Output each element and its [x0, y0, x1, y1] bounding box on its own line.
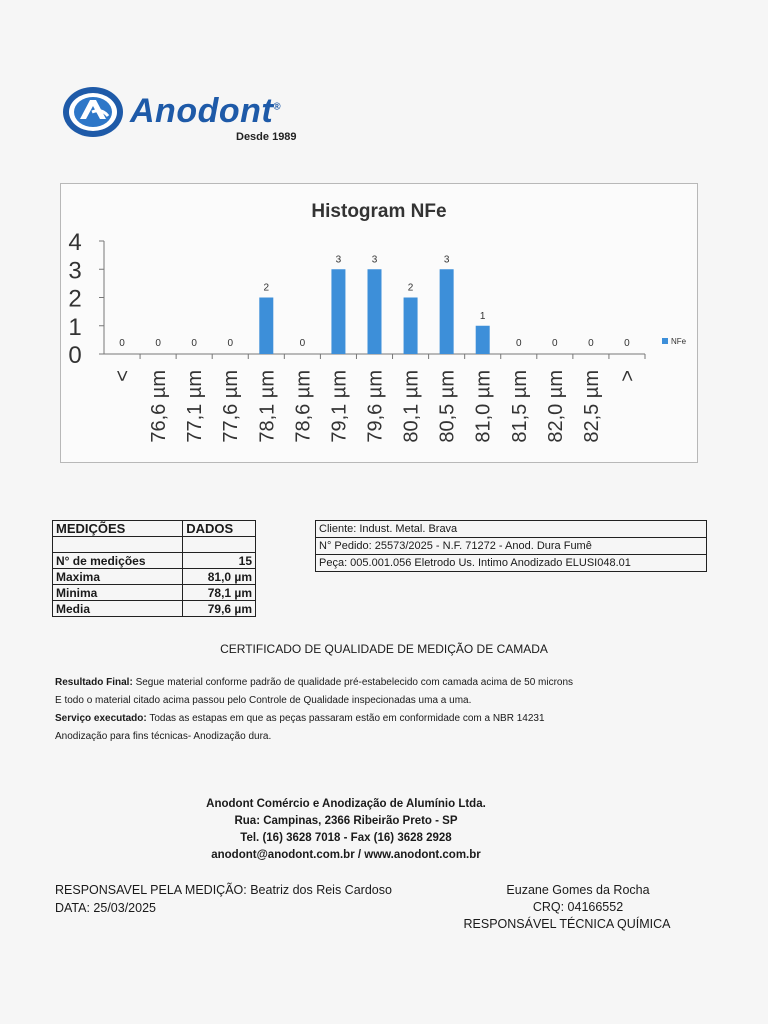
y-tick-label: 4 [68, 229, 82, 256]
y-tick-label: 2 [68, 285, 82, 313]
measurements-header-label: MEDIÇÕES [53, 521, 183, 537]
bar-data-label: 0 [155, 338, 161, 349]
y-tick-label: 3 [68, 257, 82, 285]
chemist-crq: CRQ: 04166552 [532, 900, 624, 914]
bar-data-label: 2 [263, 282, 270, 294]
service-label: Serviço executado: [55, 713, 147, 724]
measurement-label: Minima [53, 585, 183, 601]
x-category-label: < [112, 370, 135, 382]
client-info-table [315, 520, 707, 572]
company-logo-icon [62, 86, 124, 138]
measurement-value: 15 [183, 553, 256, 569]
order-number: N° Pedido: 25573/2025 - N.F. 71272 - Anod. Dura Fumê [316, 538, 707, 555]
x-category-label: 82,0 µm [544, 370, 567, 443]
table-row [53, 537, 256, 553]
anodization-line: Anodização para fins técnicas- Anodização dura. [55, 731, 272, 742]
result-text: Segue material conforme padrão de qualidade pré-estabelecido com camada acima de 50 microns [132, 677, 574, 688]
measurements-header-row [53, 521, 256, 537]
measurements-header-value: DADOS [183, 521, 256, 537]
histogram-bar [440, 269, 454, 354]
certificate-title: CERTIFICADO DE QUALIDADE DE MEDIÇÃO DE CAMADA [220, 642, 548, 656]
legend-swatch [662, 338, 668, 344]
measurement-date: DATA: 25/03/2025 [55, 901, 156, 915]
measurement-label: N° de medições [53, 553, 183, 569]
company-web: anodont@anodont.com.br / www.anodont.com.br [211, 849, 481, 861]
brand-since: Desde 1989 [236, 131, 297, 143]
measurement-label: Media [53, 601, 183, 617]
responsible-person: RESPONSAVEL PELA MEDIÇÃO: Beatriz dos Reis Cardoso [55, 883, 392, 897]
measurements-table [52, 520, 256, 617]
x-category-label: 80,1 µm [400, 370, 423, 443]
x-category-label: > [616, 370, 639, 382]
bar-data-label: 0 [552, 338, 558, 349]
client-name: Cliente: Indust. Metal. Brava [316, 521, 707, 538]
result-paragraph [55, 677, 573, 688]
chemist-name: Euzane Gomes da Rocha [506, 883, 650, 897]
table-row [316, 521, 707, 538]
y-tick-label: 0 [68, 342, 82, 369]
bar-data-label: 0 [588, 338, 594, 349]
chemist-title: RESPONSÁVEL TÉCNICA QUÍMICA [463, 917, 671, 931]
table-row [316, 538, 707, 555]
bar-data-label: 1 [479, 310, 486, 322]
histogram-svg [61, 184, 697, 462]
table-row [53, 585, 256, 601]
x-category-label: 77,6 µm [220, 370, 243, 443]
x-category-label: 81,5 µm [508, 370, 531, 443]
histogram-bar [259, 298, 273, 355]
company-phone: Tel. (16) 3628 7018 - Fax (16) 3628 2928 [240, 832, 452, 844]
x-category-label: 79,6 µm [364, 370, 387, 443]
measurement-label [53, 537, 183, 553]
part-description: Peça: 005.001.056 Eletrodo Us. Intimo Anodizado ELUSI048.01 [316, 555, 707, 572]
histogram-bar [476, 326, 490, 354]
table-row [53, 601, 256, 617]
measurement-value: 79,6 µm [183, 601, 256, 617]
bar-data-label: 0 [515, 338, 522, 349]
x-category-label: 82,5 µm [580, 370, 603, 443]
result-label: Resultado Final: [55, 677, 133, 688]
measurement-value: 78,1 µm [183, 585, 256, 601]
histogram-bar [368, 269, 382, 354]
bar-data-label: 0 [299, 338, 306, 349]
x-category-label: 81,0 µm [472, 370, 495, 443]
measurement-value: 81,0 µm [183, 569, 256, 585]
bar-data-label: 3 [335, 254, 342, 266]
x-category-label: 80,5 µm [436, 370, 459, 443]
x-category-label: 78,6 µm [292, 370, 315, 443]
measurement-value [183, 537, 256, 553]
bar-data-label: 0 [227, 338, 234, 349]
x-category-label: 76,6 µm [148, 370, 171, 443]
quality-control-line: E todo o material citado acima passou pelo Controle de Qualidade inspecionadas uma a uma. [55, 695, 472, 706]
bar-data-label: 0 [119, 338, 125, 349]
bar-data-label: 2 [407, 282, 414, 294]
y-tick-label: 1 [68, 313, 82, 341]
legend-label: NFe [671, 337, 687, 346]
bar-data-label: 3 [443, 254, 450, 266]
histogram-bar [331, 269, 345, 354]
service-text: Todas as estapas em que as peças passaram estão em conformidade com a NBR 14231 [146, 713, 545, 724]
service-paragraph [55, 713, 545, 724]
table-row [316, 555, 707, 572]
table-row [53, 569, 256, 585]
table-row [53, 553, 256, 569]
chart-title: Histogram NFe [311, 201, 447, 222]
brand-name: Anodont® [130, 92, 282, 130]
measurement-label: Maxima [53, 569, 183, 585]
x-category-label: 77,1 µm [184, 370, 207, 443]
histogram-bar [404, 298, 418, 355]
x-category-label: 78,1 µm [256, 370, 279, 443]
histogram-chart [60, 183, 698, 463]
bar-data-label: 3 [371, 254, 378, 266]
bar-data-label: 0 [624, 338, 630, 349]
company-address: Rua: Campinas, 2366 Ribeirão Preto - SP [234, 815, 458, 827]
bar-data-label: 0 [191, 338, 197, 349]
company-name: Anodont Comércio e Anodização de Alumínio Ltda. [206, 798, 486, 810]
x-category-label: 79,1 µm [328, 370, 351, 443]
